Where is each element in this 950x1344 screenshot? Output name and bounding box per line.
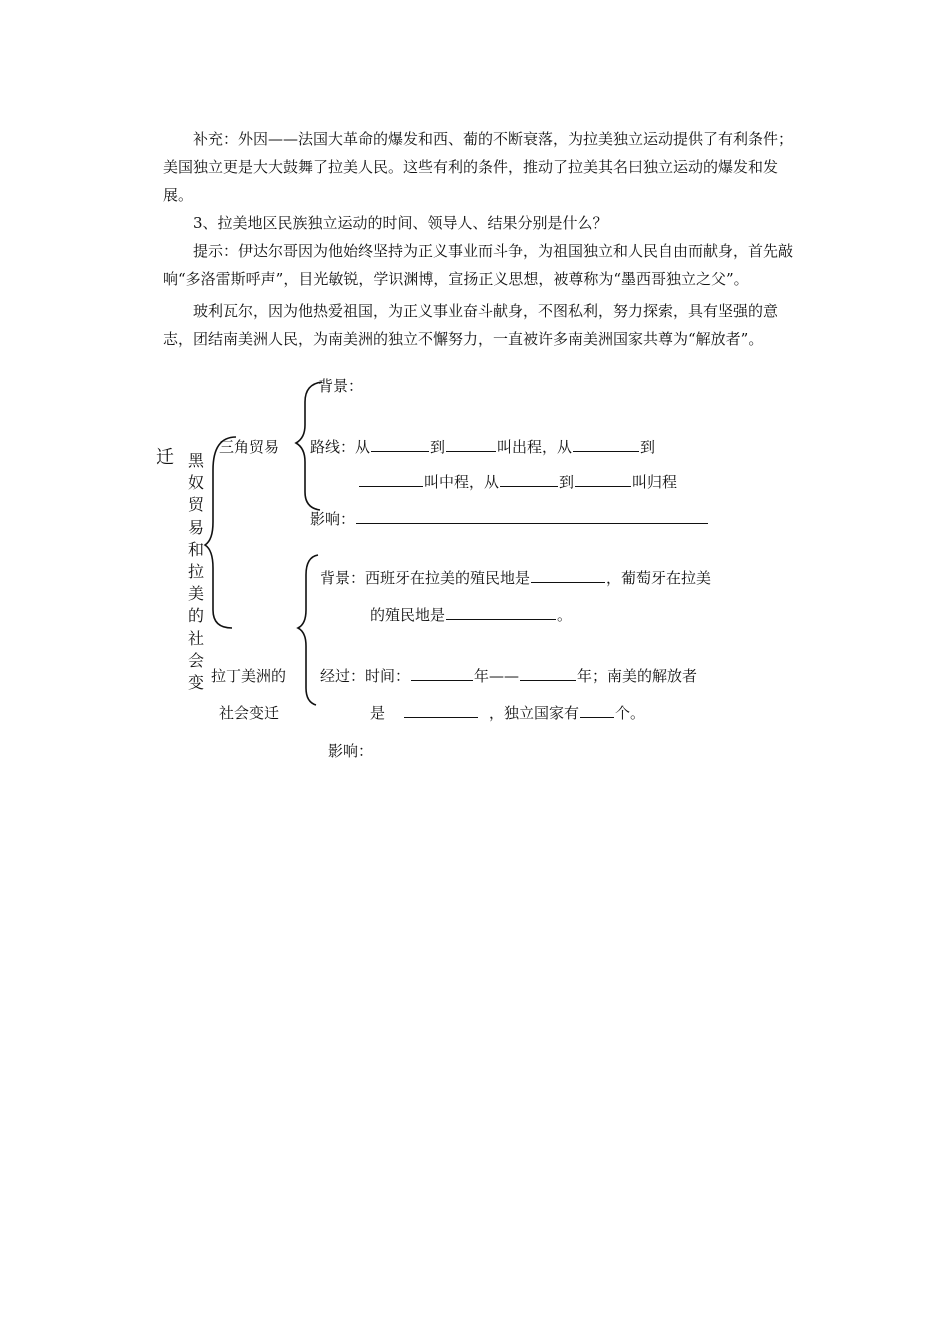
la-time-label: 经过：时间：	[320, 667, 411, 685]
route-return: 叫归程	[632, 473, 678, 491]
blank-field[interactable]	[580, 703, 614, 718]
la-bg2-text-a: 的殖民地是	[370, 606, 446, 624]
blank-field[interactable]	[356, 509, 708, 524]
blank-field[interactable]	[500, 472, 558, 487]
vertical-title-char: 拉	[187, 562, 204, 582]
route-outbound: 叫出程，从	[497, 438, 573, 456]
route-prefix: 路线：从	[310, 438, 371, 456]
main-brace	[205, 437, 236, 628]
hint-paragraph-hidalgo: 提示：伊达尔哥因为他始终坚持为正义事业而斗争，为祖国独立和人民自由而献身，首先敲响“多洛雷斯呼声”，目光敏锐，学识渊博，宣扬正义思想，被尊称为“墨西哥独立之父”。	[163, 242, 794, 288]
vertical-title-char: 奴	[187, 473, 204, 493]
la-impact-label: 影响：	[328, 742, 374, 760]
route-to: 到	[559, 473, 575, 491]
hint-paragraph-bolivar: 玻利瓦尔，因为他热爱祖国，为正义事业奋斗献身，不图私利，努力探索，具有坚强的意志，团结南美洲人民，为南美洲的独立不懈努力，一直被许多南美洲国家共尊为“解放者”。	[163, 302, 779, 348]
vertical-title-char: 贸	[187, 495, 204, 515]
left-char: 迁	[156, 447, 174, 468]
vertical-title-char: 变	[187, 673, 204, 693]
la-process-line2	[370, 703, 645, 723]
blank-field[interactable]	[575, 472, 631, 487]
la-bg2-text-b: 。	[557, 606, 573, 624]
blank-field[interactable]	[573, 437, 639, 452]
tt-impact-line	[310, 509, 709, 529]
vertical-title-char: 和	[187, 539, 204, 559]
blank-field[interactable]	[531, 568, 605, 583]
la-bg-text-a: 背景：西班牙在拉美的殖民地是	[320, 569, 531, 587]
blank-field[interactable]	[404, 703, 478, 718]
blank-field[interactable]	[411, 666, 473, 681]
question-3: 3、拉美地区民族独立运动的时间、领导人、结果分别是什么？	[193, 214, 608, 232]
la-unit: 个。	[615, 704, 646, 722]
vertical-title-char: 社	[187, 628, 204, 648]
route-middle: 叫中程，从	[424, 473, 500, 491]
vertical-title-char: 美	[187, 584, 204, 604]
triangle-trade-label: 三角贸易	[219, 438, 280, 456]
blank-field[interactable]	[446, 437, 496, 452]
la-background-line2	[370, 605, 572, 625]
la-countries: ，独立国家有	[489, 704, 580, 722]
la-bg-text-b: ，葡萄牙在拉美	[606, 569, 712, 587]
tt-route-line1	[310, 437, 655, 457]
la-process-line1	[320, 666, 697, 686]
tt-route-line2	[358, 472, 677, 492]
la-is: 是	[370, 704, 386, 722]
supplement-paragraph: 补充：外因——法国大革命的爆发和西、葡的不断衰落，为拉美独立运动提供了有利条件；美国独立更是大大鼓舞了拉美人民。这些有利的条件，推动了拉美其名曰独立运动的爆发和发展。	[163, 130, 794, 204]
vertical-title-char: 会	[187, 650, 204, 670]
la-year-end: 年；南美的解放者	[577, 667, 698, 685]
la-label-line2: 社会变迁	[219, 704, 280, 722]
route-to: 到	[430, 438, 446, 456]
route-to: 到	[640, 438, 656, 456]
vertical-title	[186, 450, 206, 694]
vertical-title-char: 黑	[187, 451, 204, 470]
la-label-line1: 拉丁美洲的	[211, 667, 287, 685]
tt-impact-label: 影响：	[310, 510, 356, 528]
blank-field[interactable]	[359, 472, 423, 487]
vertical-title-char: 的	[187, 606, 204, 626]
tt-background-label: 背景：	[318, 377, 364, 395]
latin-america-brace	[298, 555, 318, 705]
la-year-dash: 年——	[474, 667, 520, 685]
la-background-line1	[320, 568, 711, 588]
vertical-title-char: 易	[187, 517, 204, 537]
blank-field[interactable]	[371, 437, 429, 452]
blank-field[interactable]	[446, 605, 556, 620]
blank-field[interactable]	[520, 666, 576, 681]
